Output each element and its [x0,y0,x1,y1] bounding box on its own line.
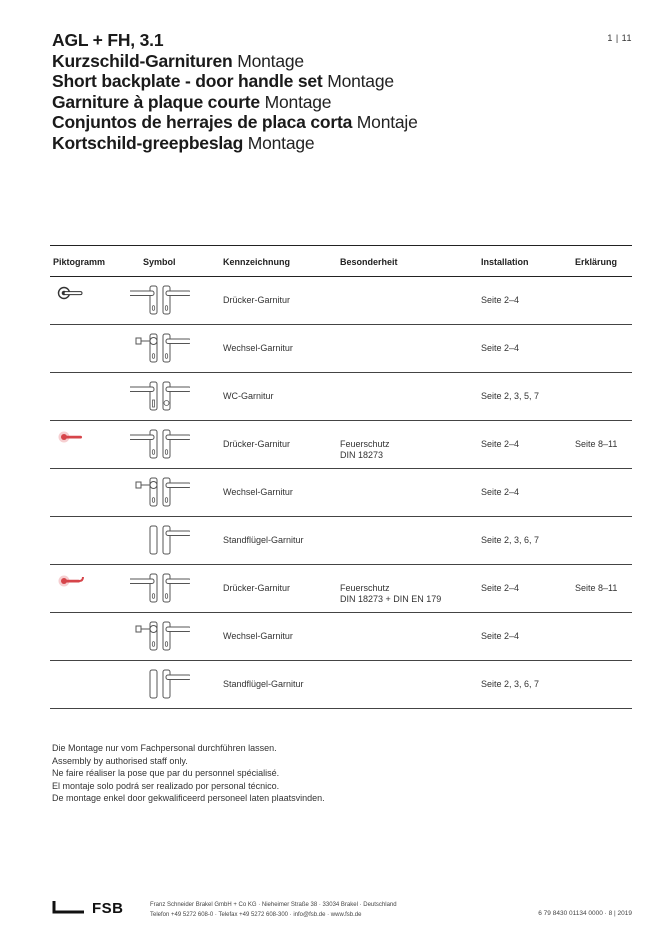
title-bold: Kurzschild-Garnituren [52,50,233,71]
safety-notes [52,742,325,805]
kennzeichnung-cell: Drücker-Garnitur [223,583,291,593]
symbol-knob-lever [130,474,190,512]
title-line [52,71,418,92]
installation-cell: Seite 2–4 [481,487,520,497]
kennzeichnung-cell: Wechsel-Garnitur [223,631,293,641]
symbol-lever-pair [130,282,190,320]
installation-cell: Seite 2–4 [481,583,520,593]
installation-cell: Seite 2–4 [481,439,520,449]
title-light: Montage [237,50,304,71]
installation-cell: Seite 2–4 [481,343,520,353]
title-line [52,51,418,72]
table-row [50,277,632,325]
title-bold: Kortschild-greepbeslag [52,132,244,153]
title-light: Montage [264,91,332,112]
title-line [52,133,418,154]
note-line: Die Montage nur vom Fachpersonal durchführen lassen. [52,743,277,753]
symbol-plate-lever [130,522,190,560]
symbol-lever-pair [130,570,190,608]
table-row [50,565,632,613]
kennzeichnung-cell: Wechsel-Garnitur [223,487,293,497]
title-bold: Garniture à plaque courte [52,91,260,112]
handle-icon [56,285,86,301]
kennzeichnung-cell: Standflügel-Garnitur [223,535,304,545]
title-bold: Conjuntos de herrajes de placa corta [52,112,353,132]
header-erklaerung: Erklärung [575,257,618,267]
besonderheit-line-2: DIN 18273 + DIN EN 179 [340,594,442,604]
title-line [52,92,418,113]
title-light: Montage [247,132,315,153]
header-installation: Installation [481,257,529,267]
kennzeichnung-cell: Drücker-Garnitur [223,439,291,449]
besonderheit-cell [340,583,441,605]
table-row [50,421,632,469]
document-number: 6 79 8430 01134 0000 · 8 | 2019 [538,910,632,917]
installation-cell: Seite 2, 3, 5, 7 [481,391,540,401]
installation-cell: Seite 2–4 [481,631,520,641]
brand-name: FSB [92,900,124,917]
table-header [50,245,632,277]
table-row [50,373,632,421]
note-line: El montaje solo podrá ser realizado por personal técnico. [52,780,280,791]
symbol-wc-lever-pair [130,378,190,416]
header-besonderheit: Besonderheit [340,257,398,267]
header-piktogramm: Piktogramm [53,257,106,267]
fire-handle-icon [56,429,86,445]
table-row [50,469,632,517]
erklaerung-cell: Seite 8–11 [575,439,618,449]
note-line: Assembly by authorised staff only. [52,755,188,766]
title-bold: AGL + FH, 3.1 [52,30,164,50]
besonderheit-line-1: Feuerschutz [340,583,390,593]
header-kennzeichnung: Kennzeichnung [223,257,290,267]
installation-cell: Seite 2–4 [481,295,520,305]
kennzeichnung-cell: Standflügel-Garnitur [223,679,304,689]
title-bold: Short backplate - door handle set [52,71,323,91]
note-line: De montage enkel door gekwalificeerd personeel laten plaatsvinden. [52,793,325,804]
symbol-plate-lever [130,666,190,704]
installation-table [50,245,632,709]
installation-cell: Seite 2, 3, 6, 7 [481,679,540,689]
title-line [52,30,418,51]
symbol-knob-lever [130,330,190,368]
fsb-logo-mark [52,899,86,915]
note-line: Ne faire réaliser la pose que par du personnel spécialisé. [52,768,280,779]
installation-cell: Seite 2, 3, 6, 7 [481,535,540,545]
table-row [50,613,632,661]
kennzeichnung-cell: Wechsel-Garnitur [223,343,293,353]
header-symbol: Symbol [143,257,176,267]
page-number: 1 | 11 [607,33,632,43]
table-row [50,517,632,565]
symbol-lever-pair [130,426,190,464]
kennzeichnung-cell: Drücker-Garnitur [223,295,291,305]
erklaerung-cell: Seite 8–11 [575,583,618,593]
title-line [52,112,418,133]
company-address [150,900,397,920]
table-row [50,661,632,709]
address-line-1: Franz Schneider Brakel GmbH + Co KG · Nieheimer Straße 38 · 33034 Brakel · Deutschland [150,902,397,908]
address-line-2: Telefon +49 5272 608-0 · Telefax +49 5272 608-300 · info@fsb.de · www.fsb.de [150,912,362,918]
title-light: Montaje [356,112,418,132]
besonderheit-cell [340,439,390,461]
title-light: Montage [327,71,394,91]
besonderheit-line-1: Feuerschutz [340,439,390,449]
besonderheit-line-2: DIN 18273 [340,450,384,460]
symbol-knob-lever [130,618,190,656]
table-row [50,325,632,373]
kennzeichnung-cell: WC-Garnitur [223,391,274,401]
title-block [52,30,418,153]
fire-panic-handle-icon [56,573,86,589]
